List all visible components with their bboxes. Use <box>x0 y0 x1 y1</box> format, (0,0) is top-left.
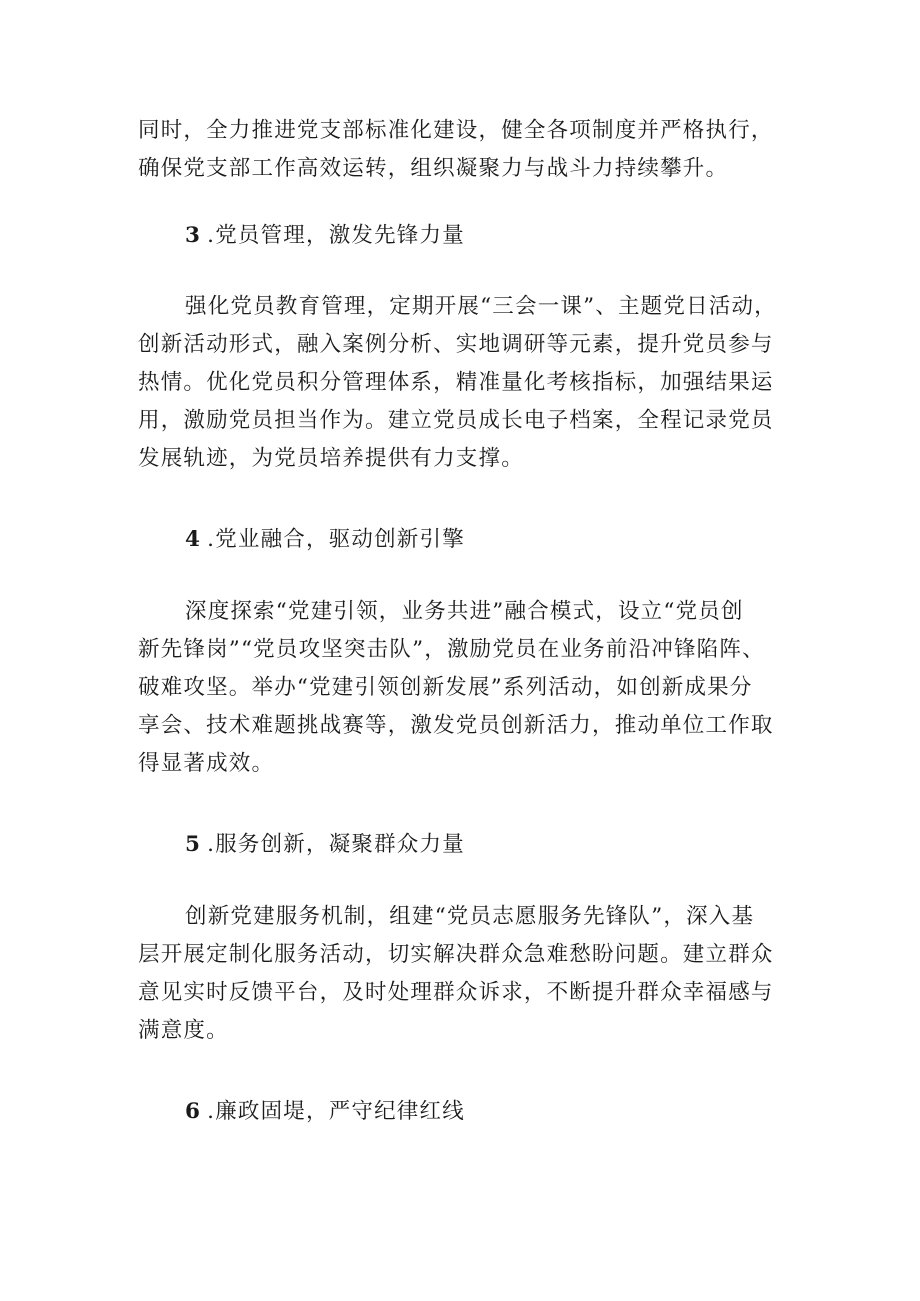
section-number: 5 <box>185 832 202 857</box>
section-number: 4 <box>185 527 202 552</box>
section-heading-5 <box>185 834 465 856</box>
section-heading-4 <box>185 529 465 551</box>
text-line: 确保党支部工作高效运转，组织凝聚力与战斗力持续攀升。 <box>138 156 729 181</box>
text-line: 创新活动形式，融入案例分析、实地调研等元素，提升党员参与 <box>138 332 774 357</box>
text-line: 新先锋岗”“党员攻坚突击队”，激励党员在业务前沿冲锋陷阵、 <box>138 637 765 662</box>
section-title: .服务创新，凝聚群众力量 <box>207 832 465 857</box>
text-line: 深度探索“党建引领，业务共进”融合模式，设立“党员创 <box>185 599 744 624</box>
section-number: 6 <box>185 1099 202 1124</box>
text-line: 得显著成效。 <box>138 751 275 776</box>
text-line: 用，激励党员担当作为。建立党员成长电子档案，全程记录党员 <box>138 408 774 433</box>
text-line: 发展轨迹，为党员培养提供有力支撑。 <box>138 446 524 471</box>
text-line: 同时，全力推进党支部标准化建设，健全各项制度并严格执行， <box>138 118 774 143</box>
text-line: 创新党建服务机制，组建“党员志愿服务先锋队”，深入基 <box>185 904 755 929</box>
text-line: 热情。优化党员积分管理体系，精准量化考核指标，加强结果运 <box>138 370 774 395</box>
section-heading-3 <box>185 225 465 247</box>
text-line: 破难攻坚。举办“党建引领创新发展”系列活动，如创新成果分 <box>138 675 753 700</box>
text-line: 层开展定制化服务活动，切实解决群众急难愁盼问题。建立群众 <box>138 942 774 967</box>
section-title: .党员管理，激发先锋力量 <box>207 223 465 248</box>
section-number: 3 <box>185 223 202 248</box>
text-line: 强化党员教育管理，定期开展“三会一课”、主题党日活动， <box>185 294 777 319</box>
text-line: 享会、技术难题挑战赛等，激发党员创新活力，推动单位工作取 <box>138 713 774 738</box>
section-heading-6 <box>185 1101 465 1123</box>
section-title: .党业融合，驱动创新引擎 <box>207 527 465 552</box>
text-line: 满意度。 <box>138 1018 229 1043</box>
text-line: 意见实时反馈平台，及时处理群众诉求，不断提升群众幸福感与 <box>138 980 774 1005</box>
section-title: .廉政固堤，严守纪律红线 <box>207 1099 465 1124</box>
